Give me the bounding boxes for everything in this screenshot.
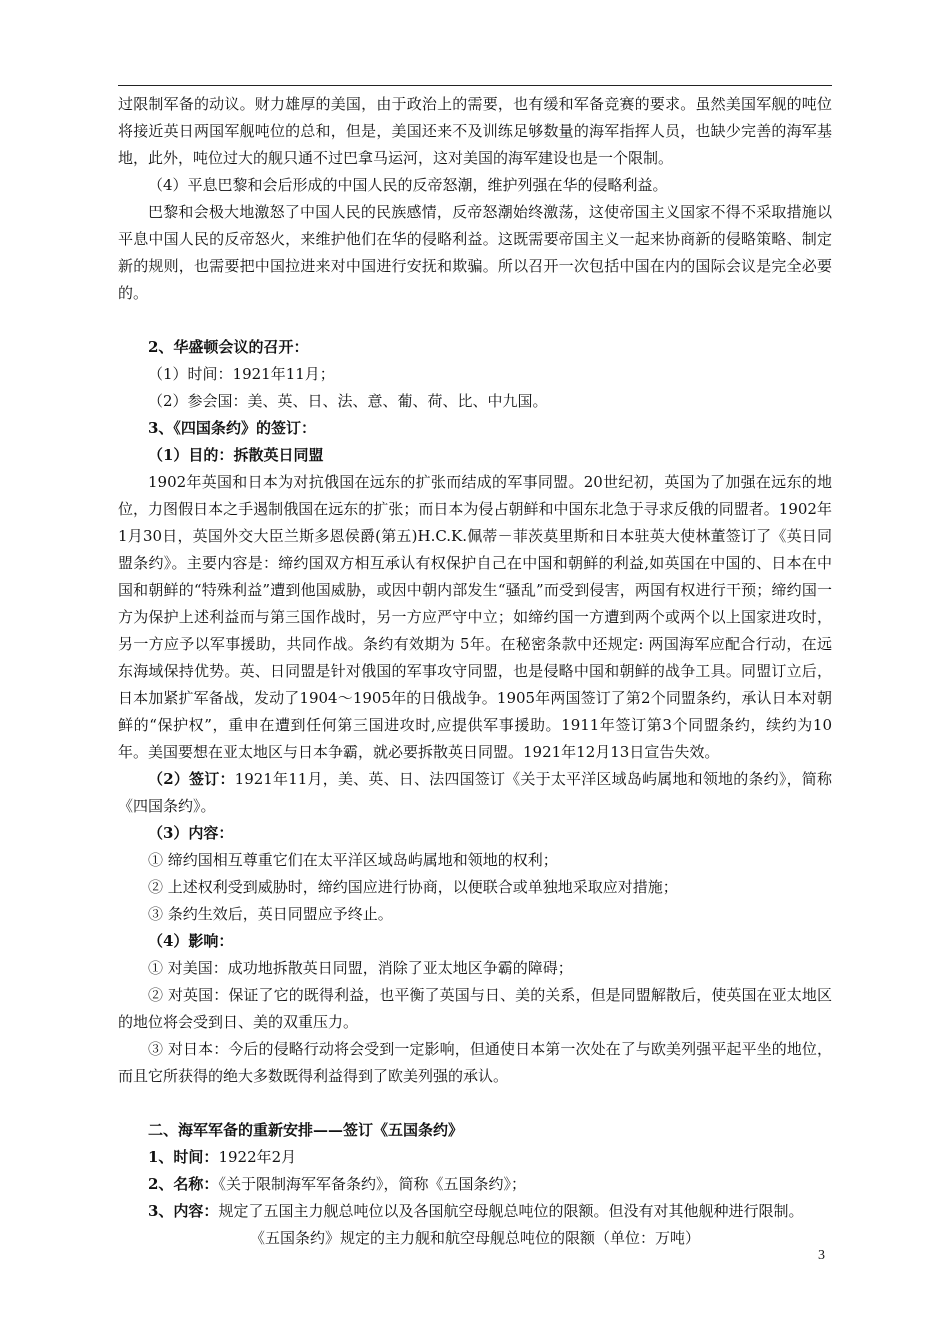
five-power-time [118,1144,832,1171]
subheading-purpose: （1）目的：拆散英日同盟 [148,446,324,464]
table-caption: 《五国条约》规定的主力舰和航空母舰总吨位的限额（单位：万吨） [249,1229,700,1247]
conference-time: （1）时间：1921年11月； [148,365,335,383]
five-power-time-label: 1、时间： [148,1148,219,1166]
paragraph-anglo-japanese-alliance: 1902年英国和日本为对抗俄国在远东的扩张而结成的军事同盟。20世纪初，英国为了加强在远东的地位，力图假日本之手遏制俄国在远东的扩张；而日本为侵占朝鲜和中国东北急于寻求反俄的同盟者。1902年1月30日，英国外交大臣兰斯多恩侯爵(第五)H.C.K.佩蒂－菲茨莫里斯和日本驻英大使林董签订了《英日同盟条约》。主要内容是：缔约国双方相互承认有权保护自己在中国和朝鲜的利益,如英国在中国的、日本在中国和朝鲜的“特殊利益”遭到他国威胁，或因中朝内部发生“骚乱”而受到侵害，两国有权进行干预；缔约国一方为保护上述利益而与第三国作战时，另一方应严守中立；如缔约国一方遭到两个或两个以上国家进攻时，另一方应予以军事援助，共同作战。条约有效期为 5年。在秘密条款中还规定: 两国海军应配合行动，在远东海域保持优势。英、日同盟是针对俄国的军事攻守同盟，也是侵略中国和朝鲜的战争工具。同盟订立后，日本加紧扩军备战，发动了1904～1905年的日俄战争。1905年两国签订了第2个同盟条约，承认日本对朝鲜的“保护权”，重申在遭到任何第三国进攻时,应提供军事援助。1911年签订第3个同盟条约，续约为10年。美国要想在亚太地区与日本争霸，就必要拆散英日同盟。1921年12月13日宣告失效。 [118,473,832,761]
signing-text: 1921年11月，美、英、日、法四国签订《关于太平洋区域岛屿属地和领地的条约》，简称《四国条约》。 [118,770,832,815]
content-item-2: ② 上述权利受到威胁时，缔约国应进行协商，以便联合或单独地采取应对措施； [148,878,678,896]
page-number: 3 [818,1248,825,1263]
paragraph-naval-limits-context: 过限制军备的动议。财力雄厚的美国，由于政治上的需要，也有缓和军备竞赛的要求。虽然美国军舰的吨位将接近英日两国军舰吨位的总和，但是，美国还来不及训练足够数量的海军指挥人员，也缺少完善的海军基地，此外，吨位过大的舰只通不过巴拿马运河，这对美国的海军建设也是一个限制。 [118,95,832,167]
document-body [118,91,832,1252]
impact-britain: ② 对英国：保证了它的既得利益，也平衡了英国与日、美的关系，但是同盟解散后，使英国在亚太地区的地位将会受到日、美的双重压力。 [118,986,832,1031]
five-power-content-text: 规定了五国主力舰总吨位以及各国航空母舰总吨位的限额。但没有对其他舰种进行限制。 [218,1202,804,1220]
conference-participants: （2）参会国：美、英、日、法、意、葡、荷、比、中九国。 [148,392,548,410]
impact-japan: ③ 对日本：今后的侵略行动将会受到一定影响，但通使日本第一次处在了与欧美列强平起平坐的地位，而且它所获得的绝大多数既得利益得到了欧美列强的承认。 [118,1040,832,1085]
section-heading-five-power-treaty: 二、海军军备的重新安排——签订《五国条约》 [148,1121,464,1139]
five-power-time-text: 1922年2月 [218,1148,297,1166]
content-item-1: ① 缔约国相互尊重它们在太平洋区域岛屿属地和领地的权利； [148,851,558,869]
header-rule [118,85,832,86]
section-heading-four-power-treaty: 3、《四国条约》的签订： [148,419,316,437]
five-power-content [118,1198,832,1225]
section-heading-washington-conference: 2、华盛顿会议的召开： [148,338,309,356]
five-power-content-label: 3、内容： [148,1202,219,1220]
paragraph-signing [118,766,832,820]
subheading-impact: （4）影响： [148,932,234,950]
subheading-content: （3）内容： [148,824,234,842]
signing-label: （2）签订： [148,770,235,788]
impact-usa: ① 对美国：成功地拆散英日同盟，消除了亚太地区争霸的障碍； [148,959,573,977]
five-power-name [118,1171,832,1198]
five-power-name-text: 《关于限制海军军备条约》，简称《五国条约》； [218,1175,526,1193]
five-power-name-label: 2、名称： [148,1175,219,1193]
paragraph-paris-conference: 巴黎和会极大地激怒了中国人民的民族感情，反帝怒潮始终激荡，这使帝国主义国家不得不采取措施以平息中国人民的反帝怒火，来维护他们在华的侵略利益。这既需要帝国主义一起来协商新的侵略策略、制定新的规则，也需要把中国拉进来对中国进行安抚和欺骗。所以召开一次包括中国在内的国际会议是完全必要的。 [118,203,832,302]
content-item-3: ③ 条约生效后，英日同盟应予终止。 [148,905,393,923]
point-4-heading: （4）平息巴黎和会后形成的中国人民的反帝怒潮，维护列强在华的侵略利益。 [148,176,668,194]
